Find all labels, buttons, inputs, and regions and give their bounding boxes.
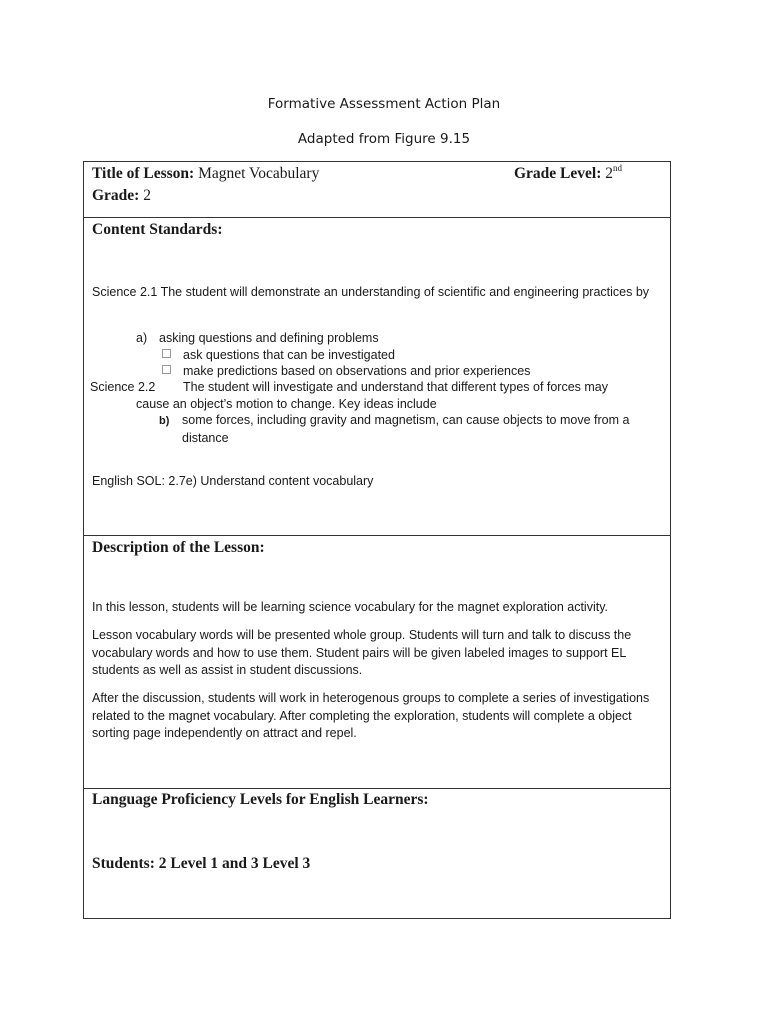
description-paragraph-1: In this lesson, students will be learning science vocabulary for the magnet exploration activity. (92, 600, 609, 614)
description-heading (92, 539, 265, 557)
description-row (84, 536, 670, 789)
grade (92, 187, 151, 205)
bullet-text: ask questions that can be investigated (183, 348, 395, 362)
english-sol: English SOL: 2.7e) Understand content vocabulary (92, 474, 374, 488)
checkbox-bullet-icon (162, 349, 171, 358)
item-a-text: asking questions and defining problems (159, 331, 379, 345)
students-levels-text: Students: 2 Level 1 and 3 Level 3 (92, 855, 311, 872)
description-heading-text: Description of the Lesson: (92, 539, 265, 556)
science-2-2-label: Science 2.2 (90, 380, 156, 394)
lesson-info-row (84, 162, 670, 218)
action-plan-table (83, 161, 671, 919)
content-standards-heading (92, 221, 222, 239)
document-title: Formative Assessment Action Plan (267, 96, 501, 112)
content-standards-row (84, 218, 670, 536)
grade-label: Grade: (92, 187, 140, 204)
item-b-text: some forces, including gravity and magnetism, can cause objects to move from a distance (182, 413, 630, 445)
content-standards-heading-text: Content Standards: (92, 221, 223, 238)
checkbox-bullet-icon (162, 365, 171, 374)
lesson-title (92, 165, 319, 183)
language-proficiency-heading (92, 791, 429, 809)
grade-value: 2 (143, 187, 151, 204)
bullet-item (162, 363, 530, 381)
bullet-item (162, 347, 395, 365)
bullet-text: make predictions based on observations and prior experiences (183, 364, 531, 378)
grade-level (514, 165, 622, 183)
science-2-2-text-line2: cause an object’s motion to change. Key ideas include (136, 397, 437, 411)
grade-level-suffix: nd (613, 163, 623, 173)
science-2-2-text-line1: The student will investigate and understand that different types of forces may (183, 380, 609, 394)
description-paragraph-2: Lesson vocabulary words will be presented whole group. Students will turn and talk to discuss the vocabulary words and how to use them. Student pairs will be given labeled images to support EL students as well as assist in student discussions. (92, 628, 632, 677)
science-2-1-intro: Science 2.1 The student will demonstrate an understanding of scientific and engineering practices by (92, 285, 650, 299)
lesson-title-label: Title of Lesson: (92, 165, 195, 182)
grade-level-value: 2 (605, 165, 614, 182)
description-paragraph-3: After the discussion, students will work in heterogenous groups to complete a series of investigations related to the magnet vocabulary. After completing the exploration, students will complete a object sorting page independently on attract and repel. (92, 691, 650, 740)
language-proficiency-heading-text: Language Proficiency Levels for English Learners: (92, 791, 429, 808)
lesson-title-value: Magnet Vocabulary (198, 165, 320, 182)
students-levels (92, 855, 310, 873)
document-subtitle: Adapted from Figure 9.15 (297, 131, 471, 147)
item-b-marker: b) (159, 415, 170, 427)
language-proficiency-row (84, 789, 670, 918)
item-a-marker: a) (136, 331, 148, 345)
grade-level-label: Grade Level: (514, 165, 602, 182)
